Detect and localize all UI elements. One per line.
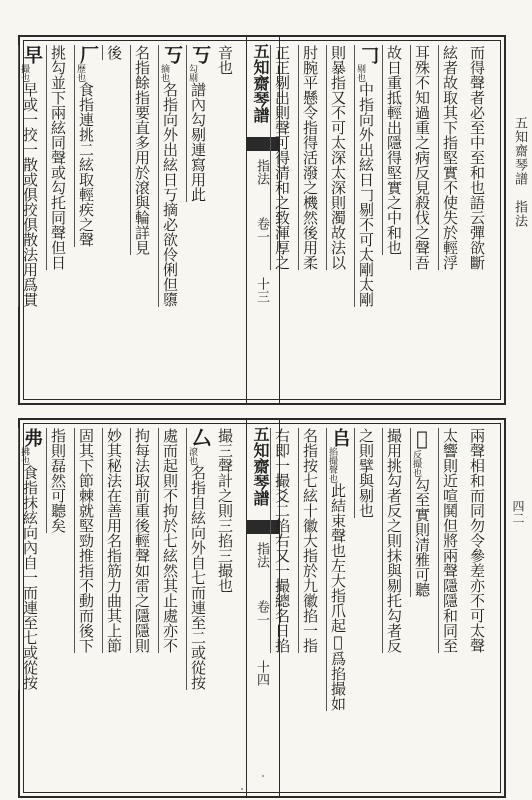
leaf-number: 〸三 [254,277,269,303]
text-column [46,45,71,270]
glyph-annotation: 反撮也 [411,450,421,477]
text-column [158,45,183,307]
column-text: 而得聲者必至中至和也語云彈欲斷 [468,45,486,270]
column-text: 兩聲相和而同勿令參差亦不可太聲 [468,428,486,653]
column-text: 固其下節棘就堅勁推指不動而後下 [77,428,95,653]
column-text: 後 [105,45,123,60]
column-text: 名指向外出絃日丂摘必欲伶俐但隳 [161,82,179,307]
volume-label: 卷一 [254,600,269,626]
column-text: 名指自絃向外自七而連至二或從按 [189,465,207,690]
text-column [102,428,127,653]
text-column [298,428,323,653]
column-text: 肘腕平懸令指得活潑之機然後用柔 [301,45,319,270]
column-text: 故日重抵輕出隱得堅實之中和也 [385,45,403,255]
text-column [298,45,323,270]
notation-glyph: 早 [21,45,43,64]
text-column [18,45,43,307]
leaf-number: 〸四 [254,660,269,686]
text-column [466,428,490,653]
text-column [410,428,435,597]
column-text: 則暴指又不可太深太深則濁故法以 [329,45,347,270]
text-column [186,45,211,202]
glyph-annotation: 摘也 [159,64,169,82]
column-text: 譜內勾剔連寫用此 [189,82,207,202]
text-column [382,428,407,653]
text-column [18,428,43,690]
text-column [46,428,71,533]
text-column [438,45,463,270]
text-column [354,428,379,518]
column-text: 勾至實則清雅可聽 [413,477,431,597]
book-title: 五知齋琴譜 [251,43,270,123]
text-column [410,45,435,270]
glyph-annotation: 勾剔 [187,64,197,82]
bottom-leaf-frame [18,418,506,798]
column-text: 太響則近喧鬨但將兩聲隱隱和同至 [441,428,459,653]
notation-glyph: 丂 [161,45,183,64]
glyph-annotation: 剔也 [355,64,365,82]
column-text: 食指抹絃向內自一而連至七或從按 [21,465,39,690]
notation-glyph: 弗 [21,428,43,447]
text-column [438,428,463,653]
text-column [130,45,155,255]
column-text: 食指連挑二絃取輕疾之聲 [77,82,95,247]
column-text: 挑勾並下兩絃同聲或勾托同聲但日 [49,45,67,270]
column-text: 處而起則不拘於七絃然其止處亦不 [161,428,179,653]
glyph-annotation: 撮也 [19,64,29,82]
text-column [74,45,99,247]
column-text: 妙其秘法在善用名指筋力曲其上節 [105,428,123,653]
text-column [270,428,295,653]
glyph-annotation: 歷也 [75,64,85,82]
notation-glyph: 𠃌 [357,45,379,64]
scan-speck [241,788,243,790]
glyph-annotation: 掐撮聲也 [327,447,337,483]
notation-glyph: 厶 [189,428,211,447]
column-text: 之則擘與剔也 [357,428,375,518]
column-text: 指則磊然可聽矣 [49,428,67,533]
column-text: 名指按七絃十徽大指於九徽掐一指 [301,428,319,653]
column-text: 正正剔出則聲可得清和之致渾厚之 [273,45,291,270]
column-text: 早或一挍一散或俱挍俱散法用爲貫 [21,82,39,307]
column-text: 中指向外出絃日𠃌剔不可太剛太剛 [357,82,375,307]
notation-glyph: 𠂤 [329,428,351,447]
page-number: 四二 [511,500,525,524]
text-column [158,428,183,653]
text-column [466,45,490,270]
column-text: 音也 [216,45,234,75]
notation-glyph: 厂 [77,45,99,64]
glyph-annotation: 拂也 [19,447,29,465]
volume-label: 卷一 [254,217,269,243]
text-column [74,428,99,653]
notation-glyph: 𢀳 [411,428,433,450]
column-text: 絃者故取其下指堅實不使失於輕浮 [441,45,459,270]
outer-title: 五知齋琴譜 指法 [512,116,527,228]
column-text: 耳殊不知過重之病反見殺伐之聲吾 [413,45,431,270]
notation-glyph: 丂 [189,45,211,64]
text-column [382,45,407,255]
column-text: 拘每法取前重後輕聲如雷之隱隱則 [133,428,151,653]
top-leaf-frame [18,35,506,405]
text-column [326,428,351,711]
text-column [102,45,127,60]
text-column [214,45,238,75]
column-text: 此結束聲也左大指爪起𢀳爲掐撮如 [329,483,347,711]
column-text: 右即一撮爻二掐右又一撮總名日掐 [273,428,291,653]
section-label: 指法 [254,159,269,185]
text-column [186,428,211,690]
column-text: 撮用挑勾者反之則抹與剔托勾者反 [385,428,403,653]
text-column [270,45,295,270]
glyph-annotation: 滾也 [187,447,197,465]
column-text: 名指餘指要直多用於滾與輪詳見 [133,45,151,255]
section-label: 指法 [254,542,269,568]
book-title: 五知齋琴譜 [251,426,270,506]
text-column [214,428,238,593]
column-text: 撮三聲計之則三掐三撮也 [216,428,234,593]
text-column [130,428,155,653]
scan-speck [262,775,264,777]
text-column [326,45,351,270]
text-column [354,45,379,307]
